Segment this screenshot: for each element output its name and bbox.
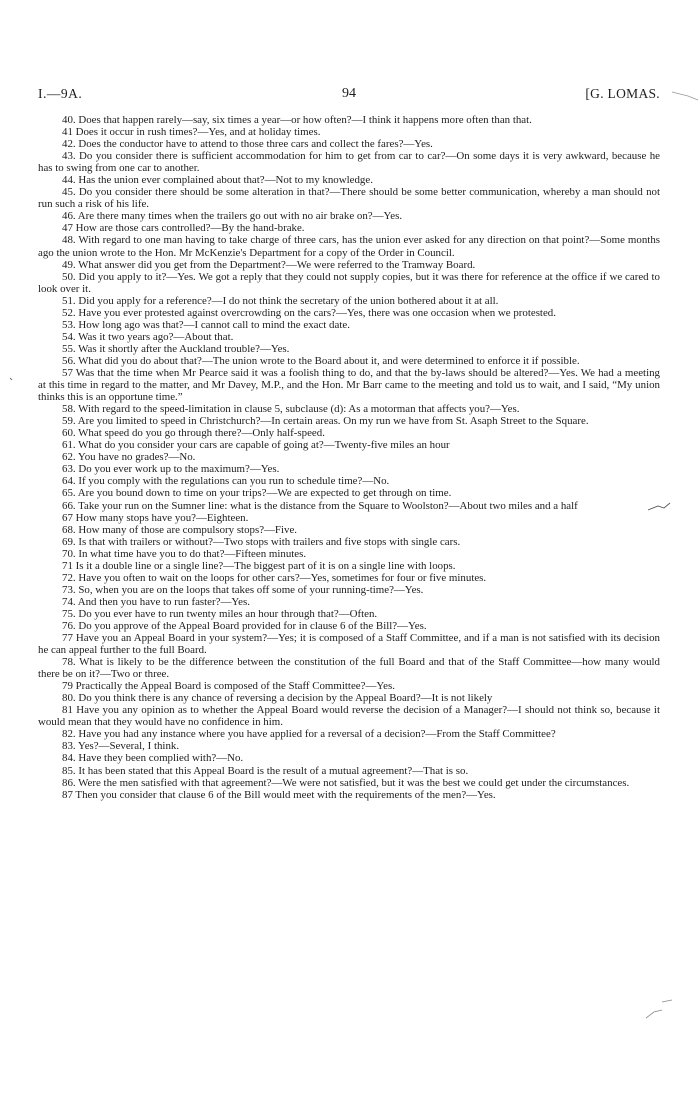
testimony-paragraph: 73. So, when you are on the loops that takes off some of your running-time?—Yes. [62,583,424,596]
margin-mark-left [10,378,12,380]
testimony-paragraph: 74. And then you have to run faster?—Yes. [62,595,250,608]
testimony-paragraph: 87 Then you consider that clause 6 of the Bill would meet with the requirements of the men?—Yes. [62,788,496,801]
document-reference: I.—9A. [38,86,83,101]
testimony-paragraph: 78. What is likely to be the difference between the constitution of the full Board and that of the Staff Committee—how many would there be on it?—Two or three. [38,656,660,681]
margin-mark-bottom-2 [662,1000,672,1002]
testimony-paragraph: 57 Was that the time when Mr Pearce said it was a foolish thing to do, and that the by-laws should be altered?—Yes. We had a meeting at this time in regard to the matter, and Mr Davey, M.P., and the Hon. Mr Barr came to the meeting and told us to wait, and I said, “My union thinks this is an opportune time.” [38,366,660,404]
margin-mark-top [672,92,698,100]
testimony-paragraph: 41 Does it occur in rush times?—Yes, and at holiday times. [62,126,321,139]
testimony-paragraph: 72. Have you often to wait on the loops for other cars?—Yes, sometimes for four or five minutes. [62,571,487,584]
testimony-paragraph: 56. What did you do about that?—The union wrote to the Board about it, and were determined to enforce it if possible. [62,354,580,367]
testimony-paragraph: 80. Do you think there is any chance of reversing a decision by the Appeal Board?—It is not likely [62,692,493,705]
testimony-paragraph: 62. You have no grades?—No. [62,451,196,464]
testimony-paragraph: 63. Do you ever work up to the maximum?—Yes. [62,463,280,476]
testimony-paragraph: 77 Have you an Appeal Board in your system?—Yes; it is composed of a Staff Committee, and if a man is not satisfied with its decision he can appeal further to the full Board. [38,632,660,657]
testimony-paragraph: 65. Are you bound down to time on your trips?—We are expected to get through on time. [62,487,452,500]
testimony-paragraph: 83. Yes?—Several, I think. [62,740,180,753]
testimony-paragraph: 55. Was it shortly after the Auckland trouble?—Yes. [62,342,290,355]
testimony-paragraph: 60. What speed do you go through there?—Only half-speed. [62,427,325,440]
testimony-paragraph: 76. Do you approve of the Appeal Board provided for in clause 6 of the Bill?—Yes. [62,619,427,632]
testimony-paragraph: 82. Have you had any instance where you have applied for a reversal of a decision?—From the Staff Committee? [62,728,556,741]
testimony-paragraph: 59. Are you limited to speed in Christchurch?—In certain areas. On my run we have from St. Asaph Street to the Square. [62,415,589,428]
testimony-paragraph: 52. Have you ever protested against overcrowding on the cars?—Yes, there was one occasion when we protested. [62,306,556,319]
testimony-paragraph: 48. With regard to one man having to take charge of three cars, has the union ever asked for any direction on that point?—Some months ago the union wrote to the Hon. Mr McKenzie's Department for a copy of the Order in Council. [38,234,660,259]
testimony-paragraph: 49. What answer did you get from the Department?—We were referred to the Tramway Board. [62,258,476,271]
testimony-paragraph: 43. Do you consider there is sufficient accommodation for him to get from car to car?—On some days it is very awkward, because he has to swing from one car to another. [38,150,660,175]
testimony-paragraph: 54. Was it two years ago?—About that. [62,330,234,343]
testimony-paragraph: 47 How are those cars controlled?—By the hand-brake. [62,222,305,235]
witness-name: [G. LOMAS. [585,86,660,101]
testimony-paragraph: 64. If you comply with the regulations can you run to schedule time?—No. [62,475,390,488]
testimony-paragraph: 81 Have you any opinion as to whether the Appeal Board would reverse the decision of a Manager?—I should not think so, because it would mean that they would have no confidence in him. [38,704,660,729]
testimony-paragraph: 67 How many stops have you?—Eighteen. [62,511,249,524]
testimony-paragraph: 79 Practically the Appeal Board is composed of the Staff Committee?—Yes. [62,680,395,693]
page-header [38,86,660,106]
testimony-paragraph: 84. Have they been complied with?—No. [62,752,244,765]
testimony-paragraph: 40. Does that happen rarely—say, six times a year—or how often?—I think it happens more often than that. [62,114,532,126]
testimony-paragraph: 51. Did you apply for a reference?—I do not think the secretary of the union bothered about it at all. [62,294,499,307]
testimony-paragraph: 66. Take your run on the Sumner line: what is the distance from the Square to Woolston?—About two miles and a half [62,499,578,512]
testimony-paragraph: 50. Did you apply to it?—Yes. We got a reply that they could not supply copies, but it was there for reference at the office if we cared to look over it. [38,270,660,295]
testimony-paragraph: 53. How long ago was that?—I cannot call to mind the exact date. [62,318,350,331]
testimony-paragraph: 45. Do you consider there should be some alteration in that?—There should be some better communication, whereby a man should not run such a risk of his life. [38,186,660,211]
testimony-paragraph: 44. Has the union ever complained about that?—Not to my knowledge. [62,174,373,187]
testimony-paragraph: 58. With regard to the speed-limitation in clause 5, subclause (d): As a motorman that affects you?—Yes. [62,403,520,416]
testimony-paragraph: 61. What do you consider your cars are capable of going at?—Twenty-five miles an hour [62,439,450,452]
testimony-paragraph: 46. Are there many times when the trailers go out with no air brake on?—Yes. [62,210,403,223]
testimony-paragraph: 85. It has been stated that this Appeal Board is the result of a mutual agreement?—That is so. [62,764,469,777]
testimony-paragraph: 75. Do you ever have to run twenty miles an hour through that?—Often. [62,607,378,620]
page-number: 94 [342,86,356,101]
testimony-paragraph: 86. Were the men satisfied with that agreement?—We were not satisfied, but it was the best we could get under the circumstances. [62,776,630,789]
testimony-paragraph: 42. Does the conductor have to attend to those three cars and collect the fares?—Yes. [62,138,433,151]
testimony-paragraph: 71 Is it a double line or a single line?—The biggest part of it is on a single line with loops. [62,559,456,572]
margin-mark-bottom [646,1010,662,1018]
testimony-paragraph: 70. In what time have you to do that?—Fifteen minutes. [62,547,307,560]
testimony-paragraph: 68. How many of those are compulsory stops?—Five. [62,523,298,536]
document-body [38,114,660,801]
testimony-paragraph: 69. Is that with trailers or without?—Two stops with trailers and five stops with single cars. [62,535,461,548]
